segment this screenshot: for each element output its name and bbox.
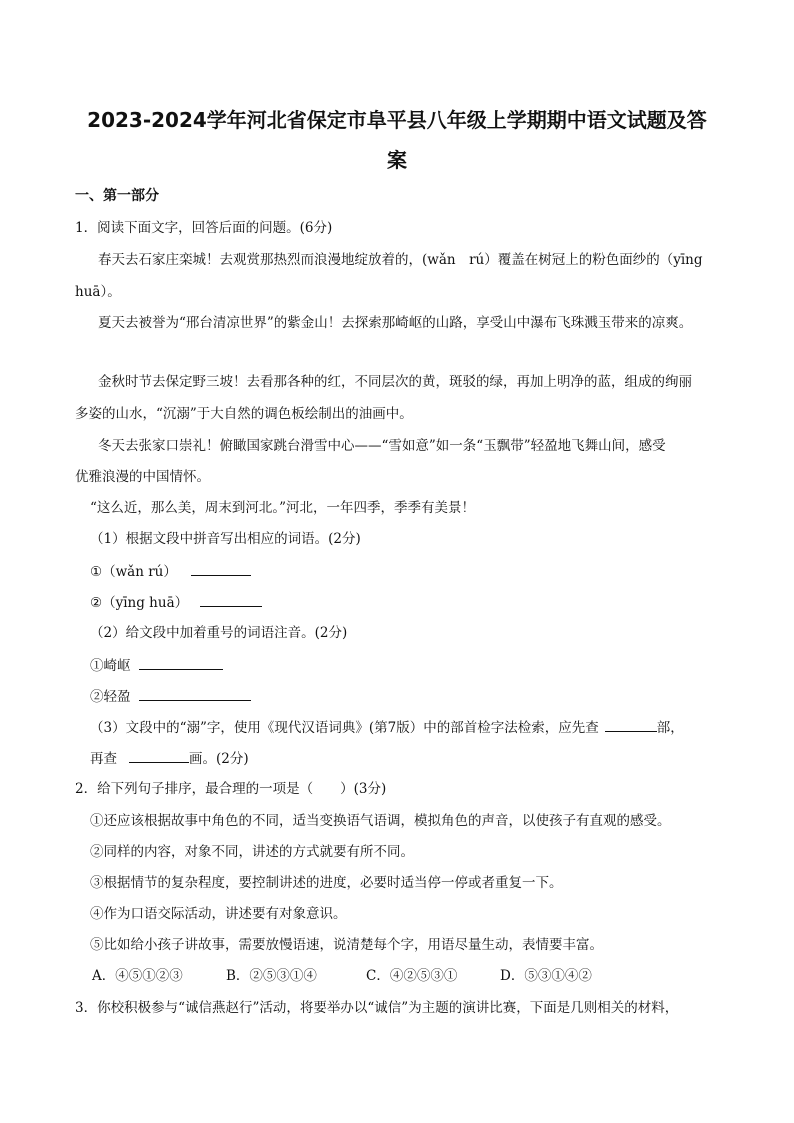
q2-option-b[interactable]: B．②⑤③①④ xyxy=(226,968,317,984)
q1-paragraph-1-line-2: huā）。 xyxy=(75,284,121,300)
q1-stem: 1．阅读下面文字，回答后面的问题。(6分) xyxy=(75,220,333,236)
q1-sub-2-item-b xyxy=(90,686,750,707)
q2-sentence-2: ②同样的内容，对象不同，讲述的方式就要有所不同。 xyxy=(90,844,414,860)
q1-sub-1-item-a-label: ①（wǎn rú） xyxy=(90,564,177,580)
q1-sub-question-2: （2）给文段中加着重号的词语注音。(2分) xyxy=(90,625,348,641)
q1-paragraph-4-line-1: 冬天去张家口崇礼！俯瞰国家跳台滑雪中心——“雪如意”如一条“玉飘带”轻盈地飞舞山间，感受 xyxy=(98,438,666,454)
title-line-1: 2023-2024学年河北省保定市阜平县八年级上学期期中语文试题及答 xyxy=(87,108,707,132)
q1-paragraph-2: 夏天去被誉为“邢台清凉世界”的紫金山！去探索那崎岖的山路，享受山中瀑布飞珠溅玉带来的凉爽。 xyxy=(98,315,693,331)
answer-blank[interactable] xyxy=(605,717,657,732)
q2-options xyxy=(92,966,752,986)
q1-sub-question-1: （1）根据文段中拼音写出相应的词语。(2分) xyxy=(90,531,361,547)
q1-sub-question-3-line-2 xyxy=(90,748,750,769)
q2-sentence-3: ③根据情节的复杂程度，要控制讲述的进度，必要时适当停一停或者重复一下。 xyxy=(90,875,563,891)
answer-blank[interactable] xyxy=(129,748,189,763)
q2-option-c[interactable]: C．④②⑤③① xyxy=(366,968,458,984)
answer-blank[interactable] xyxy=(139,686,251,701)
q1-sub-3-text-d: 画。(2分) xyxy=(189,751,249,767)
q2-sentence-1: ①还应该根据故事中角色的不同，适当变换语气语调，模拟角色的声音，以使孩子有直观的感受。 xyxy=(90,813,671,829)
q2-option-d[interactable]: D．⑤③①④② xyxy=(500,968,592,984)
q1-sub-3-text-c: 再查 xyxy=(90,751,117,767)
q1-paragraph-1-line-1: 春天去石家庄栾城！去观赏那热烈而浪漫地绽放着的，(wǎn rú）覆盖在树冠上的粉色面纱的（yīng xyxy=(98,252,703,268)
answer-blank[interactable] xyxy=(200,592,262,607)
q2-sentence-4: ④作为口语交际活动，讲述要有对象意识。 xyxy=(90,906,347,922)
document-title xyxy=(60,100,734,180)
answer-blank[interactable] xyxy=(139,655,223,670)
q2-stem: 2．给下列句子排序，最合理的一项是（ ）(3分) xyxy=(75,781,387,797)
q3-stem: 3．你校积极参与“诚信燕赵行”活动，将要举办以“诚信”为主题的演讲比赛，下面是几则相关的材料， xyxy=(75,1000,679,1016)
q1-sub-2-item-b-label: ②轻盈 xyxy=(90,689,131,705)
q1-sub-3-text-b: 部， xyxy=(656,720,684,736)
section-heading: 一、第一部分 xyxy=(75,188,159,204)
q1-sub-3-text-a: （3）文段中的“溺”字，使用《现代汉语词典》(第7版）中的部首检字法检索，应先查 xyxy=(90,720,599,736)
q1-paragraph-4-line-2: 优雅浪漫的中国情怀。 xyxy=(75,469,210,485)
answer-blank[interactable] xyxy=(191,561,251,576)
q1-sub-1-item-a xyxy=(90,561,750,582)
q1-sub-2-item-a xyxy=(90,655,750,676)
q1-paragraph-5: “这么近，那么美，周末到河北。”河北，一年四季，季季有美景！ xyxy=(90,500,476,516)
q1-paragraph-3-line-2: 多姿的山水，“沉溺”于大自然的调色板绘制出的油画中。 xyxy=(75,406,413,422)
q2-option-a[interactable]: A．④⑤①②③ xyxy=(92,968,183,984)
q2-sentence-5: ⑤比如给小孩子讲故事，需要放慢语速，说清楚每个字，用语尽量生动，表情要丰富。 xyxy=(90,937,603,953)
q1-sub-1-item-b xyxy=(90,592,750,613)
q1-sub-1-item-b-label: ②（yīng huā） xyxy=(90,595,189,611)
title-line-2: 案 xyxy=(387,148,407,172)
q1-paragraph-3-line-1: 金秋时节去保定野三坡！去看那各种的红，不同层次的黄，斑驳的绿，再加上明净的蓝，组成的绚丽 xyxy=(98,374,692,390)
q1-sub-2-item-a-label: ①崎岖 xyxy=(90,658,131,674)
q1-sub-question-3-line-1 xyxy=(90,717,750,738)
